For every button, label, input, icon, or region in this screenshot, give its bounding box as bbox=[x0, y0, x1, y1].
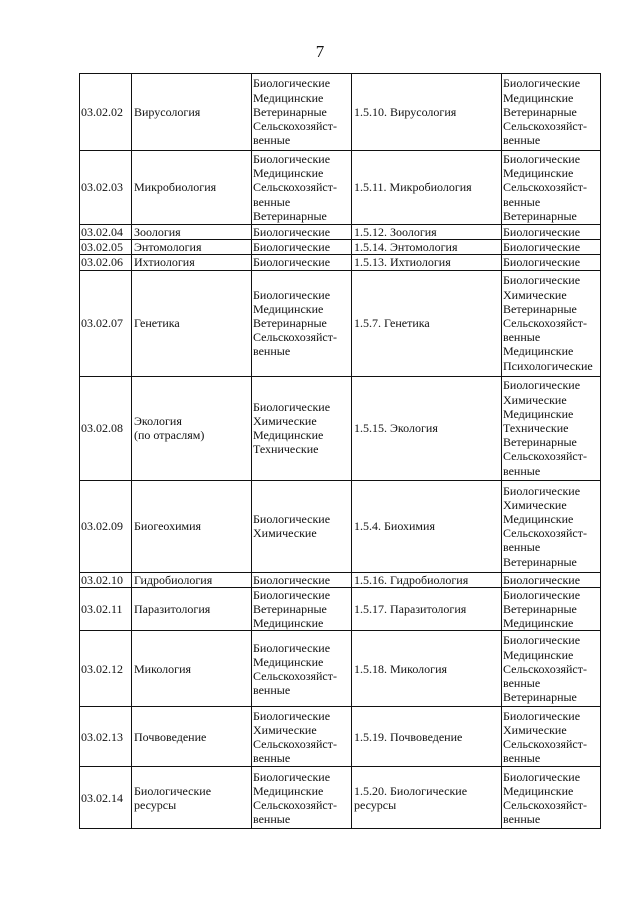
row-name bbox=[132, 767, 252, 829]
row-name bbox=[132, 631, 252, 707]
cell-line: Медицинские bbox=[253, 654, 324, 669]
cell-line: Медицинские bbox=[503, 166, 574, 181]
row-new-specialty bbox=[352, 587, 502, 631]
cell-line: Сельскохозяйст- bbox=[503, 316, 587, 330]
row-new-specialty bbox=[352, 376, 502, 480]
cell-line: Сельскохозяйст- bbox=[253, 668, 337, 683]
table-row bbox=[80, 74, 601, 151]
cell-line: Биологические bbox=[253, 708, 331, 723]
cell-line: Вирусология bbox=[134, 104, 201, 119]
cell-line: Химические bbox=[503, 497, 567, 512]
cell-line: венные bbox=[503, 330, 541, 345]
cell-line: венные bbox=[503, 463, 541, 478]
table-row bbox=[80, 572, 601, 587]
cell-line: Экология bbox=[134, 413, 182, 428]
row-fields bbox=[252, 480, 352, 572]
row-new-specialty bbox=[352, 572, 502, 587]
cell-line: Медицинские bbox=[503, 647, 574, 662]
cell-line: (по отраслям) bbox=[134, 428, 205, 443]
cell-line: Генетика bbox=[134, 316, 180, 330]
cell-line: Биологические bbox=[503, 378, 581, 393]
cell-line: Ветеринарные bbox=[503, 602, 577, 617]
cell-line: Биологические bbox=[134, 783, 212, 798]
cell-line: Сельскохозяйст- bbox=[503, 180, 587, 195]
row-name bbox=[132, 572, 252, 587]
page-number: 7 bbox=[315, 42, 325, 61]
cell-line: Почвоведение bbox=[134, 729, 207, 744]
row-code: 03.02.03 bbox=[80, 151, 132, 225]
cell-line: Медицинские bbox=[503, 783, 574, 798]
cell-line: Ветеринарные bbox=[253, 104, 327, 119]
row-new-fields bbox=[502, 270, 601, 376]
cell-line: Сельскохозяйст- bbox=[253, 119, 337, 134]
cell-line: Микробиология bbox=[134, 180, 217, 195]
cell-line: 1.5.7. Генетика bbox=[354, 316, 430, 330]
cell-line: Ветеринарные bbox=[503, 690, 577, 705]
row-code: 03.02.13 bbox=[80, 707, 132, 767]
cell-line: 1.5.19. Почвоведение bbox=[354, 729, 463, 744]
row-name bbox=[132, 225, 252, 240]
cell-line: Медицинские bbox=[253, 616, 324, 631]
cell-line: 1.5.10. Вирусология bbox=[354, 104, 457, 119]
cell-line: Биологические bbox=[503, 769, 581, 784]
cell-line: Сельскохозяйст- bbox=[503, 797, 587, 812]
cell-line: Медицинские bbox=[253, 301, 324, 316]
cell-line: Химические bbox=[503, 722, 567, 737]
cell-line: 1.5.16. Гидробиология bbox=[354, 572, 469, 587]
row-name bbox=[132, 376, 252, 480]
row-new-specialty bbox=[352, 631, 502, 707]
cell-line: Сельскохозяйст- bbox=[503, 661, 587, 676]
cell-line: Сельскохозяйст- bbox=[253, 180, 337, 195]
row-name bbox=[132, 707, 252, 767]
row-new-fields bbox=[502, 767, 601, 829]
cell-line: Медицинские bbox=[253, 783, 324, 798]
row-new-fields bbox=[502, 240, 601, 255]
cell-line: Медицинские bbox=[503, 511, 574, 526]
row-fields bbox=[252, 151, 352, 225]
table-row bbox=[80, 240, 601, 255]
cell-line: венные bbox=[503, 676, 541, 691]
row-new-specialty bbox=[352, 767, 502, 829]
row-fields bbox=[252, 225, 352, 240]
row-code: 03.02.07 bbox=[80, 270, 132, 376]
row-fields bbox=[252, 255, 352, 270]
row-name bbox=[132, 587, 252, 631]
row-code: 03.02.14 bbox=[80, 767, 132, 829]
cell-line: Сельскохозяйст- bbox=[503, 736, 587, 751]
cell-line: 1.5.12. Зоология bbox=[354, 225, 437, 239]
cell-line: Биологические bbox=[253, 572, 331, 587]
cell-line: Сельскохозяйст- bbox=[253, 797, 337, 812]
cell-line: Ветеринарные bbox=[503, 208, 577, 223]
cell-line: 1.5.17. Паразитология bbox=[354, 602, 467, 617]
row-code: 03.02.04 bbox=[80, 225, 132, 240]
cell-line: 1.5.13. Ихтиология bbox=[354, 255, 451, 270]
row-code: 03.02.10 bbox=[80, 572, 132, 587]
row-new-specialty bbox=[352, 270, 502, 376]
cell-line: Медицинские bbox=[503, 90, 574, 105]
cell-line: Химические bbox=[253, 722, 317, 737]
cell-line: венные bbox=[503, 540, 541, 555]
cell-line: Биологические bbox=[503, 572, 581, 587]
cell-line: венные bbox=[253, 683, 291, 698]
row-new-fields bbox=[502, 376, 601, 480]
row-new-fields bbox=[502, 255, 601, 270]
cell-line: венные bbox=[503, 194, 541, 209]
row-name bbox=[132, 151, 252, 225]
cell-line: 1.5.20. Биологические bbox=[354, 783, 468, 798]
cell-line: Биологические bbox=[253, 769, 331, 784]
cell-line: Биологические bbox=[503, 255, 581, 270]
cell-line: 1.5.11. Микробиология bbox=[354, 180, 472, 195]
row-fields bbox=[252, 631, 352, 707]
row-fields bbox=[252, 376, 352, 480]
row-new-specialty bbox=[352, 480, 502, 572]
row-new-fields bbox=[502, 74, 601, 151]
cell-line: Биологические bbox=[503, 587, 581, 602]
row-new-fields bbox=[502, 480, 601, 572]
cell-line: Биологические bbox=[253, 399, 331, 414]
row-new-fields bbox=[502, 151, 601, 225]
cell-line: Микология bbox=[134, 661, 192, 676]
cell-line: Психологические bbox=[503, 358, 593, 373]
table-row bbox=[80, 480, 601, 572]
cell-line: венные bbox=[253, 194, 291, 209]
cell-line: 1.5.15. Экология bbox=[354, 421, 438, 435]
cell-line: Медицинские bbox=[503, 616, 574, 631]
cell-line: Биологические bbox=[503, 273, 581, 288]
cell-line: Медицинские bbox=[253, 166, 324, 181]
specialties-table bbox=[79, 73, 601, 829]
cell-line: Технические bbox=[253, 442, 319, 457]
cell-line: Сельскохозяйст- bbox=[253, 330, 337, 345]
cell-line: венные bbox=[253, 344, 291, 359]
cell-line: Сельскохозяйст- bbox=[503, 449, 587, 464]
cell-line: ресурсы bbox=[354, 797, 397, 812]
cell-line: Биологические bbox=[253, 511, 331, 526]
cell-line: Биологические bbox=[253, 225, 331, 239]
cell-line: Технические bbox=[503, 421, 569, 435]
row-new-fields bbox=[502, 587, 601, 631]
cell-line: венные bbox=[253, 751, 291, 766]
row-fields bbox=[252, 587, 352, 631]
row-name bbox=[132, 270, 252, 376]
cell-line: ресурсы bbox=[134, 797, 177, 812]
row-fields bbox=[252, 572, 352, 587]
cell-line: венные bbox=[253, 133, 291, 148]
cell-line: Биологические bbox=[503, 225, 581, 239]
cell-line: Ветеринарные bbox=[503, 301, 577, 316]
cell-line: 1.5.14. Энтомология bbox=[354, 240, 458, 255]
cell-line: Биологические bbox=[253, 287, 331, 302]
cell-line: Биологические bbox=[503, 708, 581, 723]
table-body bbox=[80, 74, 601, 829]
row-new-specialty bbox=[352, 74, 502, 151]
cell-line: Биологические bbox=[503, 483, 581, 498]
cell-line: 1.5.18. Микология bbox=[354, 661, 448, 676]
table-row bbox=[80, 255, 601, 270]
row-new-specialty bbox=[352, 240, 502, 255]
row-name bbox=[132, 255, 252, 270]
cell-line: Ихтиология bbox=[134, 255, 195, 270]
cell-line: Сельскохозяйст- bbox=[253, 736, 337, 751]
cell-line: венные bbox=[503, 751, 541, 766]
row-code: 03.02.08 bbox=[80, 376, 132, 480]
row-new-specialty bbox=[352, 255, 502, 270]
table-row bbox=[80, 707, 601, 767]
row-code: 03.02.09 bbox=[80, 480, 132, 572]
row-code: 03.02.06 bbox=[80, 255, 132, 270]
row-new-specialty bbox=[352, 151, 502, 225]
table-row bbox=[80, 225, 601, 240]
cell-line: венные bbox=[503, 133, 541, 148]
table-row bbox=[80, 270, 601, 376]
cell-line: Химические bbox=[253, 413, 317, 428]
row-new-fields bbox=[502, 631, 601, 707]
cell-line: Сельскохозяйст- bbox=[503, 119, 587, 134]
cell-line: Биологические bbox=[503, 76, 581, 91]
cell-line: Химические bbox=[253, 526, 317, 541]
row-code: 03.02.12 bbox=[80, 631, 132, 707]
cell-line: Биологические bbox=[253, 76, 331, 91]
cell-line: Ветеринарные bbox=[253, 602, 327, 617]
table-row bbox=[80, 376, 601, 480]
row-new-fields bbox=[502, 572, 601, 587]
row-name bbox=[132, 480, 252, 572]
table-row bbox=[80, 631, 601, 707]
row-name bbox=[132, 74, 252, 151]
cell-line: Медицинские bbox=[503, 344, 574, 359]
cell-line: Медицинские bbox=[253, 428, 324, 443]
row-new-specialty bbox=[352, 225, 502, 240]
row-fields bbox=[252, 270, 352, 376]
cell-line: Ветеринарные bbox=[253, 316, 327, 330]
cell-line: Медицинские bbox=[253, 90, 324, 105]
cell-line: Ветеринарные bbox=[503, 104, 577, 119]
row-fields bbox=[252, 707, 352, 767]
cell-line: Ветеринарные bbox=[253, 208, 327, 223]
cell-line: 1.5.4. Биохимия bbox=[354, 519, 435, 533]
cell-line: Биогеохимия bbox=[134, 519, 202, 533]
cell-line: Биологические bbox=[253, 151, 331, 166]
cell-line: Ветеринарные bbox=[503, 435, 577, 450]
row-code: 03.02.02 bbox=[80, 74, 132, 151]
cell-line: Ветеринарные bbox=[503, 554, 577, 569]
cell-line: венные bbox=[253, 812, 291, 827]
row-code: 03.02.11 bbox=[80, 587, 132, 631]
cell-line: Биологические bbox=[503, 633, 581, 648]
table-row bbox=[80, 587, 601, 631]
cell-line: Химические bbox=[503, 392, 567, 407]
row-new-fields bbox=[502, 707, 601, 767]
cell-line: Паразитология bbox=[134, 602, 211, 617]
cell-line: Биологические bbox=[503, 151, 581, 166]
cell-line: Биологические bbox=[253, 255, 331, 270]
cell-line: Биологические bbox=[253, 640, 331, 655]
row-fields bbox=[252, 240, 352, 255]
table-row bbox=[80, 767, 601, 829]
cell-line: Гидробиология bbox=[134, 572, 213, 587]
cell-line: Медицинские bbox=[503, 406, 574, 421]
cell-line: Энтомология bbox=[134, 240, 202, 255]
cell-line: Химические bbox=[503, 287, 567, 302]
row-new-specialty bbox=[352, 707, 502, 767]
row-name bbox=[132, 240, 252, 255]
row-fields bbox=[252, 74, 352, 151]
row-fields bbox=[252, 767, 352, 829]
table-row bbox=[80, 151, 601, 225]
row-new-fields bbox=[502, 225, 601, 240]
cell-line: Биологические bbox=[253, 240, 331, 255]
cell-line: Зоология bbox=[134, 225, 181, 239]
cell-line: венные bbox=[503, 812, 541, 827]
cell-line: Биологические bbox=[503, 240, 581, 255]
row-code: 03.02.05 bbox=[80, 240, 132, 255]
cell-line: Сельскохозяйст- bbox=[503, 526, 587, 541]
cell-line: Биологические bbox=[253, 587, 331, 602]
